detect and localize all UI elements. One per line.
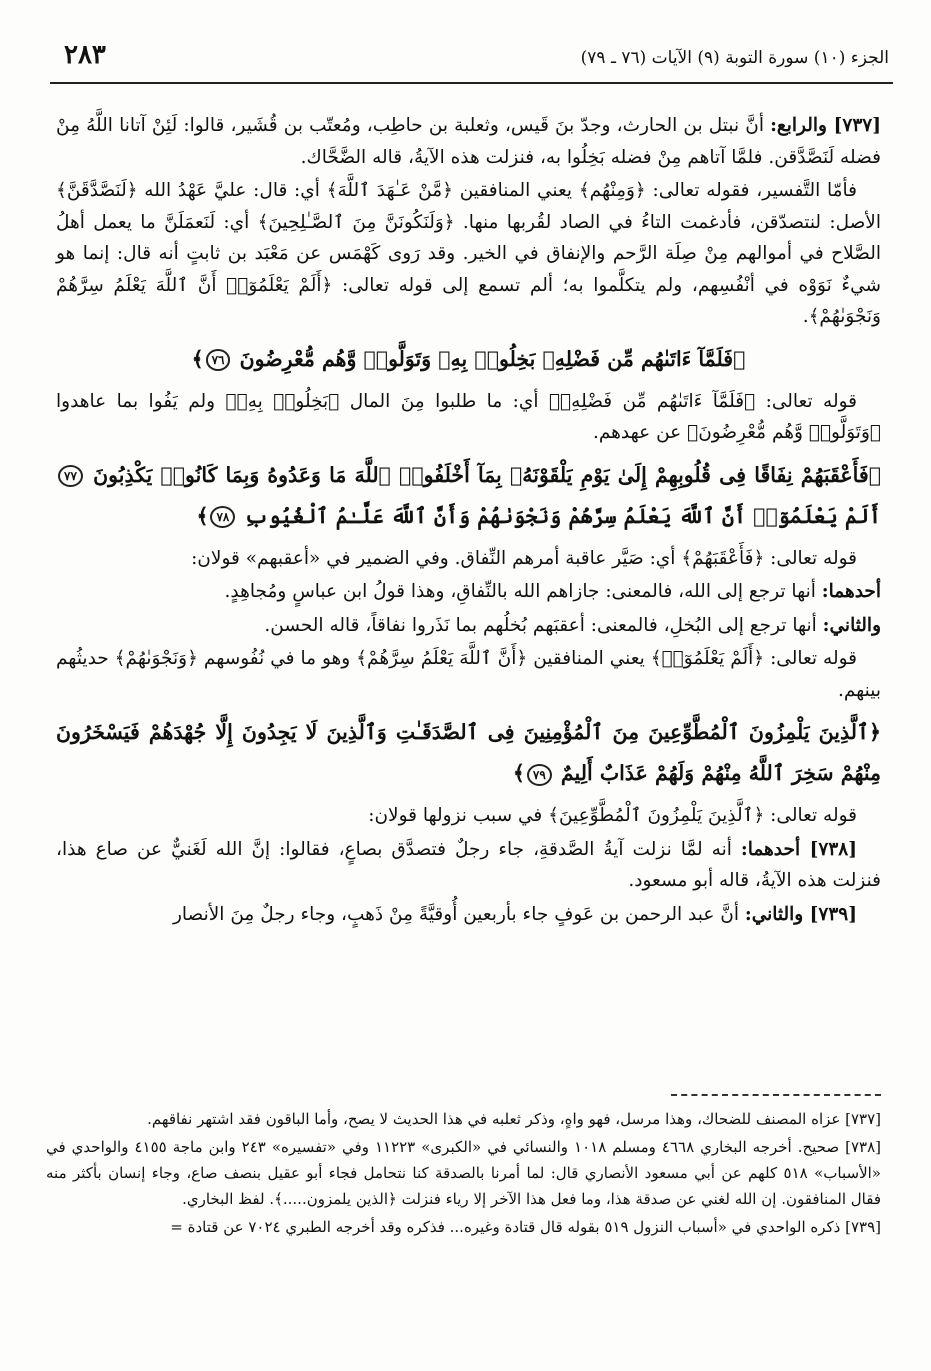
tafsir-paragraph: فأمّا التَّفسير، فقوله تعالى: ﴿وَمِنْهُم﴾ يعني المنافقين ﴿مَّنْ عَـٰهَدَ ٱللَّهَ﴾ أي: قال: عليَّ عَهْدُ الله ﴿لَنَصَّدَّقَنَّ﴾ الأصل: لنتصدّقن، فأدغمت التاءُ في الصاد لقُربها منها. ﴿وَلَنَكُونَنَّ مِنَ ٱلصَّـٰلِحِينَ﴾ أي: لَنَعمَلَنَّ ما يعمل أهلُ الصَّلاح في أموالهم مِنْ صِلَة الرَّحم والإنفاق في الخير. وقد رَوى كَهْمَس عن مَعْبَد بن ثابتٍ أنه قال: إنما هو شيءٌ نَوَوْه في أنْفُسِهم، ولم يتكلَّموا به؛ ألم تسمع إلى قوله تعالى: ﴿أَلَمْ يَعْلَمُوٓا۟ أَنَّ ٱللَّهَ يَعْلَمُ سِرَّهُمْ وَنَجْوَىٰهُمْ﴾. — [56, 180, 881, 327]
paragraph-738 — [56, 834, 881, 897]
verse-number-marker: ٧٦ — [206, 349, 231, 371]
paragraph-text: أنَّ نبتل بن الحارث، وجدّ بنَ قَيس، وثعلبة بن حاطِب، ومُعتّب بن قُشَير، قالوا: لَئِنْ آتانا اللَّهُ مِنْ فضله لَنَصَّدَّقن. فلمَّا آتاهم مِنْ فضله بَخِلُوا به، فنزلت هذه الآيةُ، قاله الضَّحَّاك. — [56, 115, 881, 168]
paragraph-label: [٧٣٩] والثاني: — [744, 903, 857, 925]
verse-bracket: ﴾ — [191, 346, 204, 371]
opinion-paragraph — [56, 610, 881, 642]
opinion-paragraph — [56, 576, 881, 608]
quran-verse-79 — [56, 712, 881, 794]
footnote-738: [٧٣٨] صحيح. أخرجه البخاري ٤٦٦٨ ومسلم ١٠١٨ والنسائي في «الكبرى» ١١٢٢٣ وفي «تفسيره» ٢٤٣ وابن ماجة ٤١٥٥ والواحدي في «الأسباب» ٥١٨ كلهم عن أبي مسعود الأنصاري قال: لما أمرنا بالصدقة كنا نتحامل فجاء أبو عقيل بنصف صاع، وجاء إنسان بأكثر منه فقال المنافقون. إن الله لغني عن صدقة هذا، وما فعل هذا الآخر إلا رياء فنزلت ﴿الذين يلمزون.....﴾. لفظ البخاري. — [46, 1138, 881, 1208]
paragraph-label: والثاني: — [822, 614, 881, 636]
commentary-paragraph: قوله تعالى: ﴿أَلَمْ يَعْلَمُوٓا۟﴾ يعني المنافقين ﴿أَنَّ ٱللَّهَ يَعْلَمُ سِرَّهُمْ﴾ وهو ما في نُفُوسهم ﴿وَنَجْوَىٰهُمْ﴾ حديثُهم بينهم. — [56, 648, 881, 701]
quran-verse-76 — [56, 339, 881, 380]
verse-text: ﴿ٱلَّذِينَ يَلْمِزُونَ ٱلْمُطَّوِّعِينَ مِنَ ٱلْمُؤْمِنِينَ فِى ٱلصَّدَقَـٰتِ وَٱلَّذِينَ لَا يَجِدُونَ إِلَّا جُهْدَهُمْ فَيَسْخَرُونَ مِنْهُمْ سَخِرَ ٱللَّهُ مِنْهُمْ وَلَهُمْ عَذَابٌ أَلِيمٌ — [56, 720, 881, 785]
commentary-paragraph: قوله تعالى: ﴿فَلَمَّآ ءَاتَىٰهُم مِّن فَضْلِهِۦ﴾ أي: ما طلبوا مِنَ المال ﴿بَخِلُوا۟ بِهِۦ﴾ ولم يَفُوا بما عاهدوا ﴿وَتَوَلَّوا۟ وَّهُم مُّعْرِضُونَ﴾ عن عهدهم. — [56, 390, 881, 443]
running-title: الجزء (١٠) سورة التوبة (٩) الآيات (٧٦ ـ ٧٩) — [580, 48, 889, 68]
footnote-739: [٧٣٩] ذكره الواحدي في «أسباب النزول ٥١٩ بقوله قال قتادة وغيره... فذكره وقد أخرجه الطبري ٧٠٢٤ عن قتادة = — [170, 1218, 881, 1236]
page-header — [50, 40, 893, 84]
paragraph-text: أنها ترجع إلى الله، فالمعنى: جازاهم الله بالنِّفاقِ، وهذا قولُ ابن عباسٍ ومُجاهِدٍ. — [224, 581, 822, 602]
paragraph-text: أنَّ عبد الرحمن بن عَوفٍ جاء بأربعين أُوقيَّةً مِنْ ذَهبٍ، وجاء رجلٌ مِنَ الأنصار — [172, 903, 745, 925]
paragraph-739 — [56, 899, 881, 931]
paragraph-label: [٧٣٧] والرابع: — [770, 115, 881, 136]
verse-text: ﴿فَلَمَّآ ءَاتَىٰهُم مِّن فَضْلِهِۦ بَخِلُوا۟ بِهِۦ وَتَوَلَّوا۟ وَّهُم مُّعْرِضُونَ — [239, 346, 746, 371]
paragraph-label: أحدهما: — [821, 581, 881, 602]
footnotes — [46, 1106, 881, 1242]
paragraph-text: أنها ترجع إلى البُخلِ، فالمعنى: أعقبَهم بُخلُهم بما نَذَروا نفاقاً، قاله الحسن. — [264, 614, 823, 636]
main-text — [56, 110, 881, 932]
verse-number-marker: ٧٩ — [527, 764, 552, 786]
verse-bracket: ﴾ — [512, 761, 525, 785]
footnote-737: [٧٣٧] عزاه المصنف للضحاك، وهذا مرسل، فهو واهٍ، وذكر ثعلبه في هذا الحديث لا يصح، وأما الباقون فقد اشتهر نفاقهم. — [147, 1110, 881, 1128]
paragraph-label: [٧٣٨] أحدهما: — [740, 838, 857, 860]
verse-number-marker: ٧٨ — [210, 506, 235, 528]
verse-text: أَلَمْ يَعْلَمُوٓا۟ أَنَّ ٱللَّهَ يَعْلَمُ سِرَّهُمْ وَنَجْوَىٰهُمْ وَأَنَّ ٱللَّهَ عَلَّـٰمُ ٱلْغُيُوبِ — [244, 503, 881, 528]
verse-bracket: ﴾ — [196, 503, 209, 528]
paragraph-text: أنه لمَّا نزلت آيةُ الصَّدقةِ، جاء رجلٌ فتصدَّق بصاعٍ، فقالوا: إنَّ الله لَغَنيٌّ عن صاع هذا، فنزلت هذه الآيةُ، قاله أبو مسعود. — [56, 838, 881, 891]
paragraph-737 — [56, 110, 881, 173]
page-number: ٢٨٣ — [64, 40, 106, 70]
quran-verses-77-78 — [56, 455, 881, 537]
verse-number-marker: ٧٧ — [58, 465, 83, 487]
footnote-divider — [671, 1094, 881, 1096]
verse-text: ﴿فَأَعْقَبَهُمْ نِفَاقًا فِى قُلُوبِهِمْ إِلَىٰ يَوْمِ يَلْقَوْنَهُۥ بِمَآ أَخْلَفُوا۟ ٱللَّهَ مَا وَعَدُوهُ وَبِمَا كَانُوا۟ يَكْذِبُونَ — [93, 462, 882, 487]
commentary-paragraph: قوله تعالى: ﴿فَأَعْقَبَهُمْ﴾ أي: صَيَّر عاقبة أمرهم النِّفاق. وفي الضمير في «أعقبهم» قولان: — [191, 547, 857, 569]
commentary-paragraph: قوله تعالى: ﴿ٱلَّذِينَ يَلْمِزُونَ ٱلْمُطَّوِّعِينَ﴾ في سبب نزولها قولان: — [368, 805, 857, 826]
